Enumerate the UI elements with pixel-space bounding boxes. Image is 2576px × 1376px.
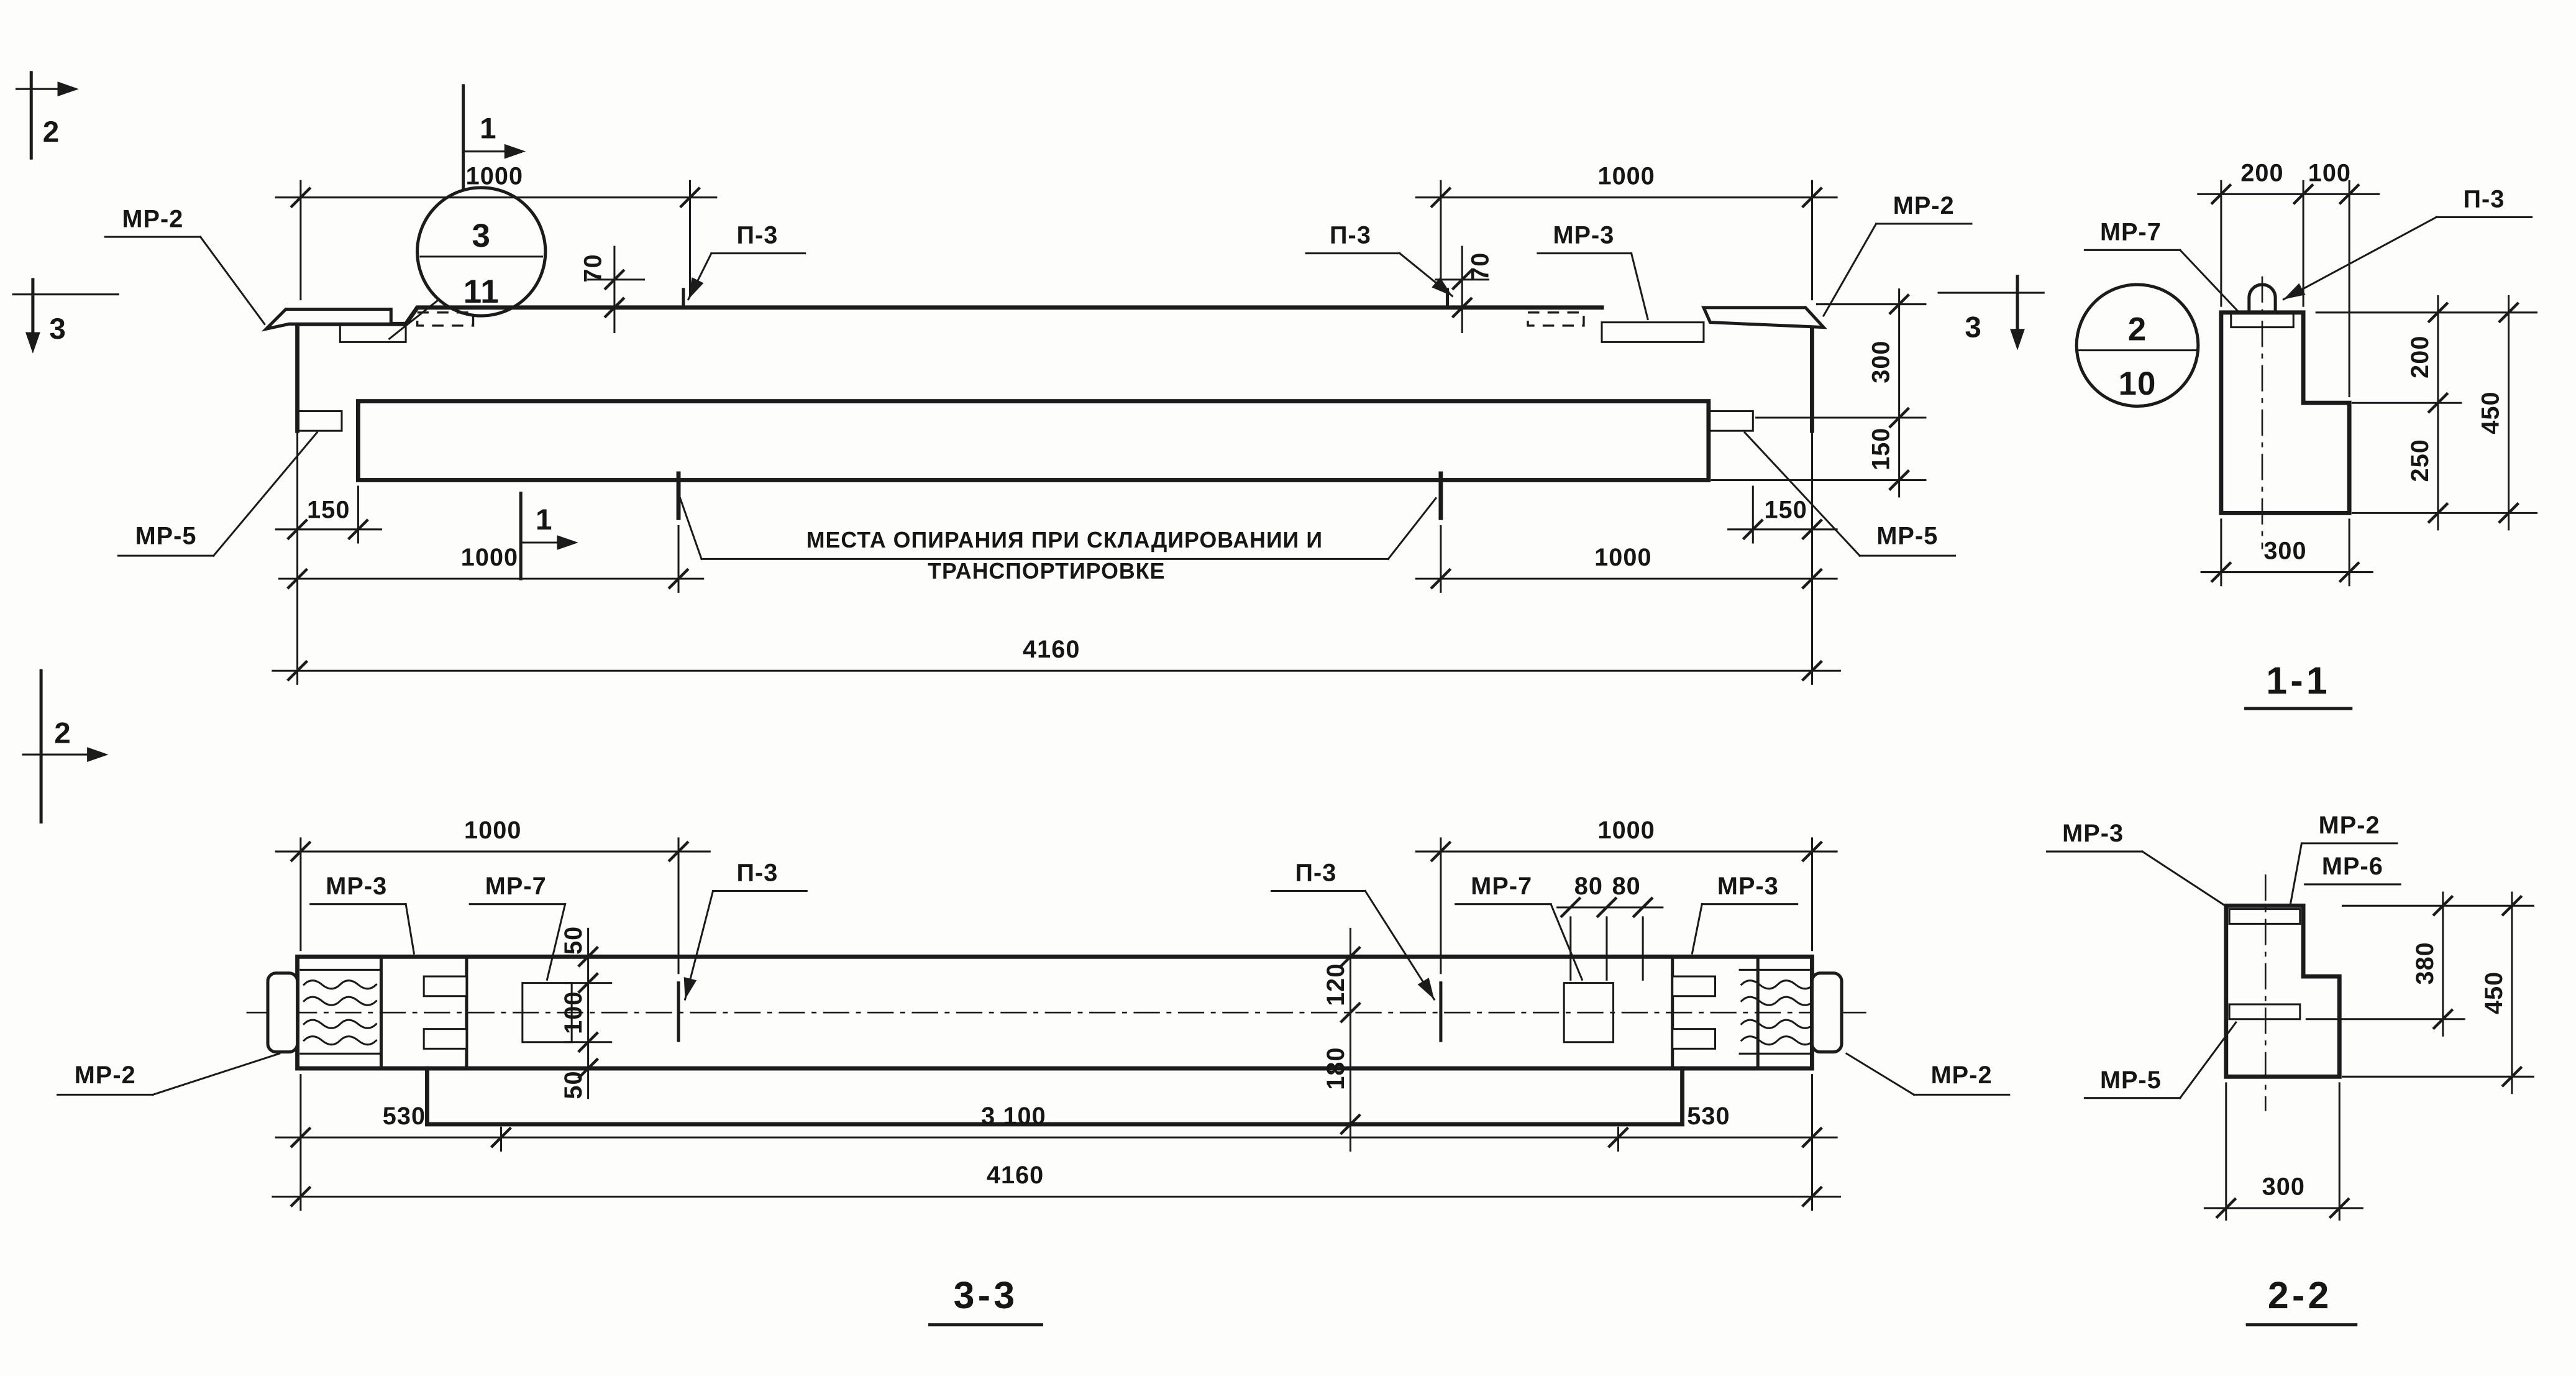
callout-p3-left — [682, 222, 805, 303]
callout-mr5-left — [118, 433, 317, 556]
svg-text:МР-7: МР-7 — [2099, 218, 2162, 246]
dim-450: 450 — [2480, 971, 2508, 1015]
beam-outline — [266, 290, 1824, 518]
section-marker-3-left — [13, 280, 118, 354]
dim-50-a: 50 — [560, 925, 588, 955]
column-profile — [2221, 313, 2349, 513]
section-marker-2-top — [16, 73, 78, 158]
svg-text:4160: 4160 — [1023, 636, 1080, 664]
section-title-1-1 — [2246, 659, 2351, 709]
svg-text:МР-2: МР-2 — [1930, 1061, 1993, 1089]
elevation-view — [13, 73, 2044, 822]
section-title-3-3 — [930, 1274, 1042, 1324]
callout-p3 — [2280, 186, 2531, 305]
svg-text:П-3: П-3 — [2463, 185, 2505, 213]
section-title-2-2 — [2247, 1274, 2356, 1324]
svg-text:МР-7: МР-7 — [1471, 872, 1533, 900]
svg-text:МР-7: МР-7 — [485, 872, 547, 900]
bottom-strip-left — [298, 411, 342, 431]
section-3-3-view — [58, 817, 2009, 1325]
dim-530-3100-530 — [276, 1075, 1837, 1210]
anchor-plate-left — [268, 973, 298, 1052]
dim-70-left — [580, 247, 644, 332]
dim-300: 300 — [1867, 340, 1895, 383]
callout-mr5-right — [1745, 433, 1955, 556]
joint-profile — [2226, 906, 2339, 1076]
bearing-plate-right — [1602, 323, 1704, 342]
note-line-2: ТРАНСПОРТИРОВКЕ — [928, 559, 1166, 584]
dim-80-b: 80 — [1612, 872, 1641, 900]
svg-text:70: 70 — [1466, 252, 1494, 281]
callout-mr3-top — [1538, 222, 1648, 319]
svg-text:МР-2: МР-2 — [74, 1061, 136, 1089]
bubble-detail-number: 2 — [2127, 311, 2147, 348]
callout-mr2-right — [1824, 192, 1971, 316]
dim-530-right: 530 — [1687, 1102, 1730, 1130]
bubble-sheet-number: 10 — [2118, 365, 2157, 402]
hidden-plate-right — [1528, 313, 1584, 326]
marker-label: 3 — [1965, 311, 1982, 344]
callout-mr2-right — [1847, 1053, 2009, 1094]
svg-text:1-1: 1-1 — [2266, 659, 2331, 702]
notch — [1673, 1029, 1715, 1049]
detail-bubble-2-10 — [2076, 285, 2198, 406]
dim-300-bottom — [2204, 1083, 2362, 1219]
svg-text:МР-2: МР-2 — [122, 205, 184, 233]
svg-text:2-2: 2-2 — [2267, 1274, 2332, 1317]
notch — [424, 1029, 467, 1049]
marker-label: 2 — [54, 717, 71, 750]
svg-text:П-3: П-3 — [1330, 221, 1371, 249]
marker-label: 2 — [42, 115, 60, 149]
bottom-strip-right — [1709, 411, 1753, 431]
svg-text:150: 150 — [1764, 496, 1807, 524]
svg-text:1000: 1000 — [465, 162, 524, 190]
notch — [424, 976, 467, 996]
dim-4160-elevation — [273, 636, 1840, 681]
callout-mr2: МР-2 — [2318, 811, 2380, 839]
svg-text:МР-3: МР-3 — [1553, 221, 1615, 249]
svg-text:4160: 4160 — [986, 1162, 1044, 1190]
bubble-detail-number: 3 — [472, 218, 491, 255]
dim-450-v: 450 — [2477, 391, 2505, 434]
anchor-plate-right — [1812, 973, 1842, 1052]
dim-380: 380 — [2411, 942, 2439, 985]
marker-label: 1 — [535, 503, 553, 536]
lower-ledge — [358, 401, 1708, 480]
callout-mr3-right — [1692, 873, 1797, 953]
callout-mr2-mr6 — [2290, 812, 2400, 906]
note-line-1: МЕСТА ОПИРАНИЯ ПРИ СКЛАДИРОВАНИИ И — [806, 527, 1323, 553]
svg-text:МР-3: МР-3 — [326, 872, 388, 900]
dim-200: 200 — [2240, 159, 2284, 187]
svg-text:1000: 1000 — [1594, 543, 1652, 571]
dim-80-a: 80 — [1574, 872, 1603, 900]
svg-text:П-3: П-3 — [1295, 859, 1337, 887]
callout-mr5 — [2085, 1022, 2236, 1098]
svg-text:П-3: П-3 — [736, 221, 779, 249]
svg-text:1000: 1000 — [1597, 816, 1655, 844]
dim-100: 100 — [2308, 159, 2352, 187]
callout-mr3 — [2047, 820, 2228, 907]
svg-text:1000: 1000 — [1597, 162, 1655, 190]
storage-note — [680, 498, 1436, 584]
bubble-sheet-number: 11 — [463, 273, 500, 310]
svg-text:МР-2: МР-2 — [1893, 192, 1955, 220]
svg-text:МР-5: МР-5 — [1876, 522, 1939, 550]
callout-mr2-left — [58, 1053, 280, 1094]
dim-150: 150 — [1867, 427, 1895, 470]
svg-text:МР-5: МР-5 — [2099, 1066, 2162, 1094]
callout-p3-right — [1306, 222, 1456, 301]
svg-text:150: 150 — [307, 496, 350, 524]
dim-250-v: 250 — [2406, 439, 2434, 482]
notch — [1673, 976, 1715, 996]
section-marker-2-bottom — [23, 671, 108, 822]
svg-text:МР-3: МР-3 — [2062, 820, 2124, 848]
svg-text:П-3: П-3 — [736, 859, 779, 887]
section-2-2-view — [2047, 812, 2534, 1325]
dim-300-bottom — [2201, 520, 2372, 585]
svg-text:70: 70 — [579, 254, 607, 283]
svg-text:МР-3: МР-3 — [1717, 872, 1779, 900]
callout-mr3-left — [311, 873, 414, 953]
dim-4160-plan — [273, 1162, 1840, 1206]
callout-mr6: МР-6 — [2321, 853, 2383, 881]
svg-text:МР-5: МР-5 — [135, 522, 197, 550]
section-1-1-view — [2076, 159, 2536, 709]
callout-mr2-left — [105, 205, 264, 324]
dim-1000-bottom-left — [280, 526, 703, 592]
marker-label: 1 — [480, 112, 497, 145]
svg-text:1000: 1000 — [460, 543, 519, 571]
ledge-plan — [427, 1068, 1682, 1124]
dim-200-v: 200 — [2406, 335, 2434, 378]
section-marker-1-bottom — [521, 493, 578, 579]
dim-50-b: 50 — [560, 1070, 588, 1099]
dim-180: 180 — [1322, 1047, 1350, 1090]
callout-mr7 — [2085, 218, 2237, 311]
svg-text:300: 300 — [2262, 1173, 2306, 1201]
dim-100: 100 — [560, 991, 588, 1034]
dim-530-left: 530 — [382, 1102, 426, 1130]
svg-text:300: 300 — [2263, 537, 2307, 565]
dim-120: 120 — [1322, 963, 1350, 1006]
dim-3100: 3 100 — [981, 1102, 1046, 1130]
section-marker-3-right — [1939, 277, 2044, 351]
svg-text:3-3: 3-3 — [953, 1274, 1018, 1317]
svg-text:1000: 1000 — [464, 816, 522, 844]
end-plate-right — [1704, 308, 1824, 328]
marker-label: 3 — [49, 313, 66, 346]
